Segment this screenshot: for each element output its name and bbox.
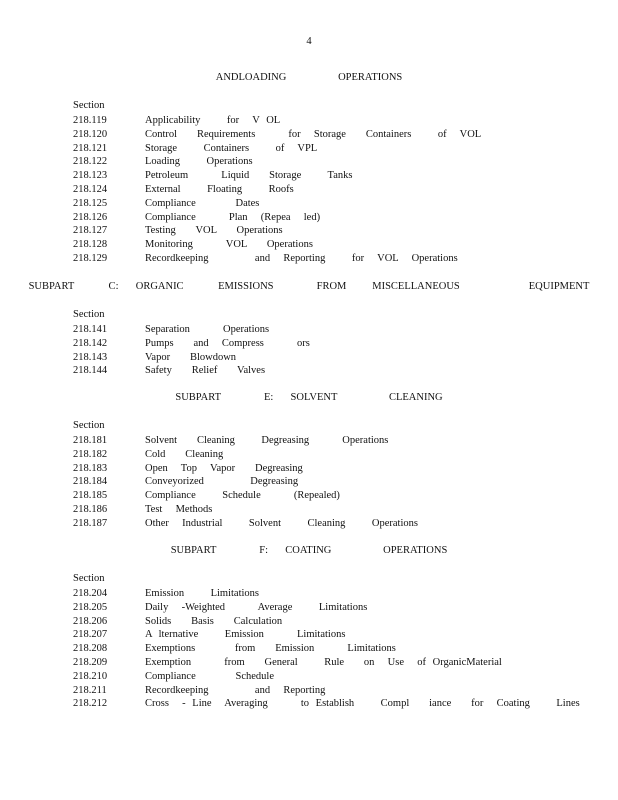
section-title: Separation Operations [145, 324, 270, 335]
section-number: 218.143 [73, 351, 108, 363]
page-number: 4 [306, 36, 312, 47]
section-title: Storage Containers of VPL [145, 142, 318, 154]
section-number: 218.144 [73, 365, 108, 377]
section-number: 218.209 [73, 657, 108, 668]
section-number: 218.186 [73, 504, 108, 515]
section-number: 218.187 [73, 517, 108, 529]
section-title: Control Requirements for Storage Containers of VOL [145, 128, 482, 140]
section-number: 218.208 [73, 643, 108, 655]
section-label: Section [73, 420, 105, 431]
section-title: Exemption from General Rule on Use of OrganicMaterial [145, 657, 502, 668]
section-title: Vapor Blowdown [145, 351, 237, 363]
section-number: 218.128 [73, 239, 108, 251]
section-number: 218.121 [73, 142, 108, 154]
section-number: 218.212 [73, 698, 108, 710]
section-title: Safety Relief Valves [145, 365, 266, 377]
section-label: Section [73, 573, 105, 584]
section-number: 218.122 [73, 156, 108, 168]
section-title: Pumps and Compress ors [145, 337, 310, 349]
section-title: Monitoring VOL Operations [145, 239, 313, 251]
section-label: Section [73, 309, 105, 320]
section-number: 218.120 [73, 128, 108, 140]
section-number: 218.204 [73, 588, 108, 599]
section-title: Test Methods [145, 504, 213, 515]
section-number: 218.206 [73, 615, 108, 627]
section-title: Recordkeeping and Reporting [145, 684, 326, 696]
section-number: 218.185 [73, 490, 108, 502]
section-title: Exemptions from Emission Limitations [145, 643, 396, 655]
section-number: 218.181 [73, 435, 108, 446]
section-title: External Floating Roofs [145, 184, 294, 195]
section-title: Conveyorized Degreasing [145, 476, 299, 488]
section-title: Applicability for V OL [145, 115, 281, 126]
section-number: 218.119 [73, 115, 107, 126]
section-title: Solvent Cleaning Degreasing Operations [145, 435, 389, 446]
section-number: 218.125 [73, 197, 108, 209]
section-number: 218.205 [73, 601, 108, 613]
section-title: Solids Basis Calculation [145, 615, 283, 627]
section-number: 218.141 [73, 324, 108, 335]
section-number: 218.211 [73, 684, 107, 696]
section-title: Daily -Weighted Average Limitations [145, 601, 368, 613]
section-number: 218.142 [73, 337, 108, 349]
section-title: Emission Limitations [145, 588, 260, 599]
section-title: Other Industrial Solvent Cleaning Operations [145, 517, 418, 529]
section-title: Recordkeeping and Reporting for VOL Operations [145, 253, 458, 264]
section-heading-subpart-c: SUBPART C: ORGANIC EMISSIONS FROM MISCELLANEOUS EQUIPMENT [28, 281, 590, 292]
section-number: 218.126 [73, 211, 108, 223]
section-label: Section [73, 100, 105, 111]
section-title: A lternative Emission Limitations [145, 629, 346, 641]
section-title: Testing VOL Operations [145, 225, 283, 237]
section-number: 218.182 [73, 448, 108, 460]
section-heading-subpart-e: SUBPART E: SOLVENT CLEANING [175, 392, 443, 403]
section-heading-subpart-f: SUBPART F: COATING OPERATIONS [170, 545, 448, 556]
section-number: 218.184 [73, 476, 108, 488]
section-title: Compliance Schedule [145, 670, 274, 682]
section-title: Compliance Schedule (Repealed) [145, 490, 340, 502]
section-title: Petroleum Liquid Storage Tanks [145, 170, 353, 182]
section-title: Loading Operations [145, 156, 253, 168]
section-title: Compliance Dates [145, 197, 260, 209]
section-number: 218.129 [73, 253, 108, 264]
section-number: 218.127 [73, 225, 108, 237]
section-title: Cold Cleaning [145, 448, 224, 460]
section-number: 218.124 [73, 184, 108, 195]
section-heading-loading-operations: ANDLOADING OPERATIONS [215, 72, 403, 83]
section-title: Cross - Line Averaging to Establish Compl iance for Coating Lines [145, 698, 580, 710]
section-number: 218.123 [73, 170, 108, 182]
section-title: Compliance Plan (Repea led) [145, 211, 321, 223]
section-title: Open Top Vapor Degreasing [145, 462, 303, 474]
section-number: 218.183 [73, 462, 108, 474]
section-number: 218.210 [73, 670, 108, 682]
section-number: 218.207 [73, 629, 108, 641]
